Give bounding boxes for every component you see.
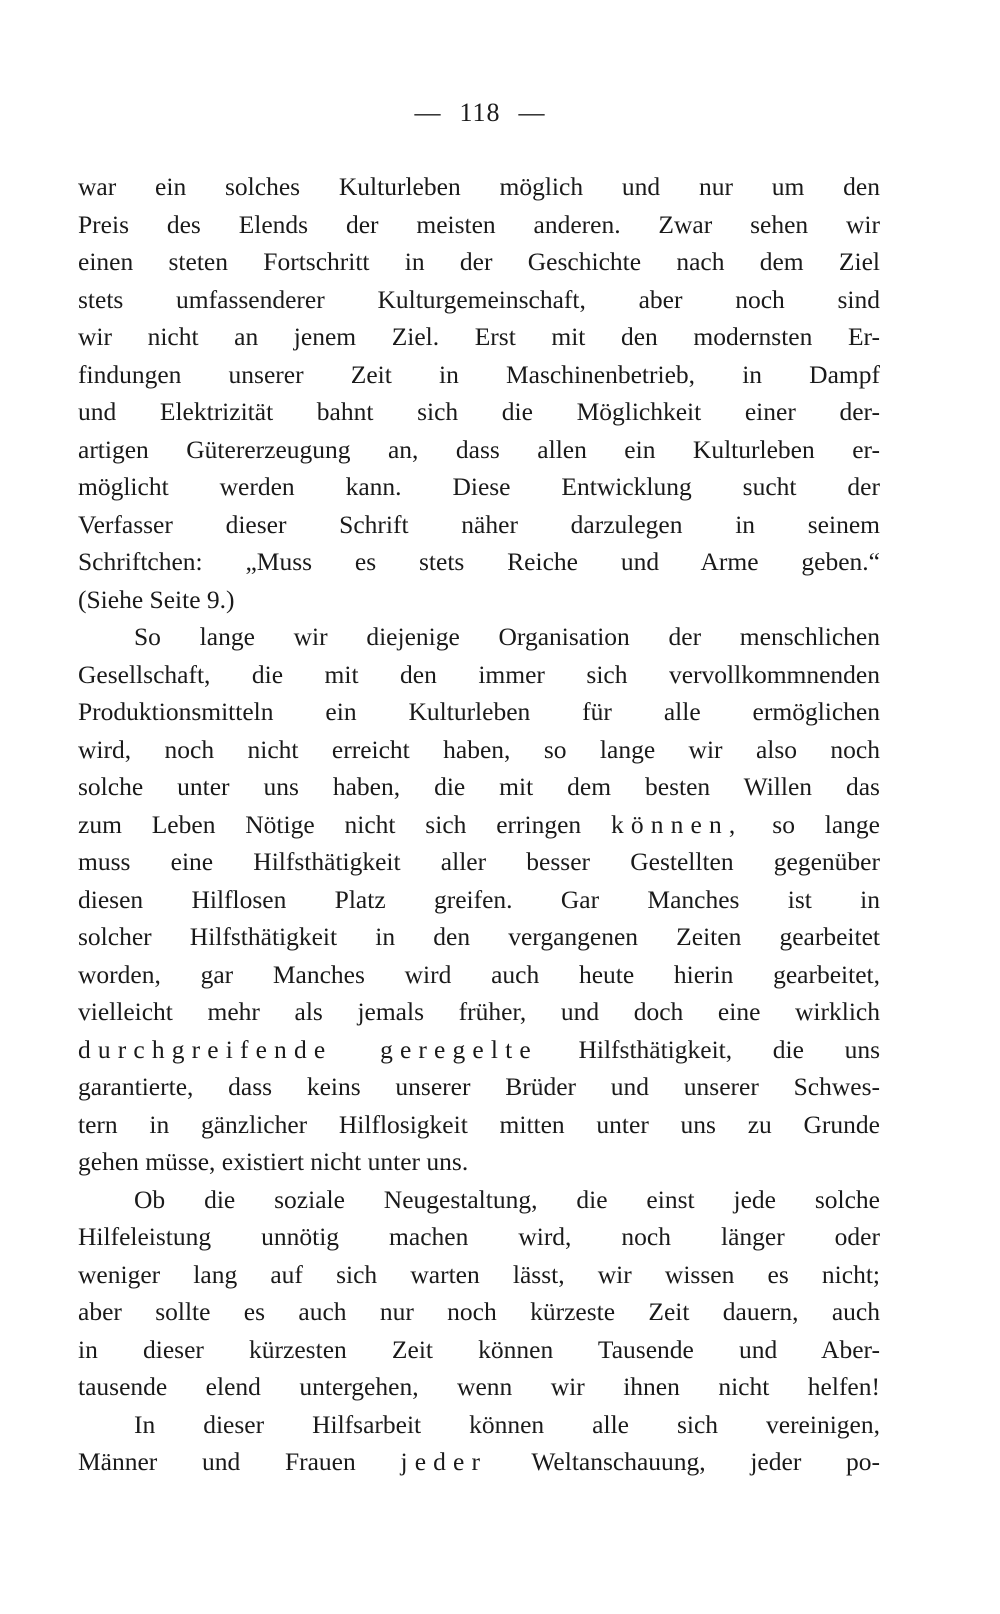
text-line: Preis des Elends der meisten anderen. Zwar sehen wir: [78, 209, 880, 239]
paragraph-start-line: So lange wir diejenige Organisation der menschlichen: [134, 622, 880, 651]
text-line: (Siehe Seite 9.): [78, 584, 235, 614]
body-text: [78, 168, 880, 1481]
text-line: wir nicht an jenem Ziel. Erst mit den modernsten Er-: [78, 322, 880, 351]
text-line: Gesellschaft, die mit den immer sich vervollkommnenden: [78, 659, 880, 689]
emphasized-text: durchgreifende geregelte: [78, 1034, 538, 1064]
text-line: und Elektrizität bahnt sich die Möglichkeit einer der-: [78, 397, 880, 426]
text-line: [78, 1031, 880, 1069]
text-line: weniger lang auf sich warten lässt, wir wissen es nicht;: [78, 1259, 880, 1289]
text-line: in dieser kürzesten Zeit können Tausende und Aber-: [78, 1334, 880, 1364]
paragraph-start-line: Ob die soziale Neugestaltung, die einst jede solche: [134, 1184, 880, 1214]
text-line: tern in gänzlicher Hilflosigkeit mitten unter uns zu Grunde: [78, 1109, 880, 1139]
text-line: aber sollte es auch nur noch kürzeste Zeit dauern, auch: [78, 1297, 880, 1326]
text-segment: Männer und Frauen: [78, 1447, 356, 1476]
text-line: tausende elend untergehen, wenn wir ihnen nicht helfen!: [78, 1372, 880, 1401]
paragraph-start-line: In dieser Hilfsarbeit können alle sich vereinigen,: [134, 1409, 880, 1439]
text-line: artigen Gütererzeugung an, dass allen ein Kulturleben er-: [78, 434, 880, 464]
text-segment: Weltanschauung, jeder po-: [531, 1447, 881, 1476]
text-segment: so lange: [772, 809, 880, 839]
text-line: stets umfassenderer Kulturgemeinschaft, aber noch sind: [78, 284, 880, 314]
text-line: garantierte, dass keins unserer Brüder und unserer Schwes-: [78, 1072, 880, 1101]
emphasized-text: jeder: [400, 1447, 488, 1476]
text-segment: Hilfsthätigkeit, die uns: [578, 1034, 880, 1064]
text-line: muss eine Hilfsthätigkeit aller besser Gestellten gegenüber: [78, 847, 880, 876]
emphasized-text: können,: [611, 809, 743, 839]
text-line: Schriftchen: „Muss es stets Reiche und Arme geben.“: [78, 547, 880, 576]
text-line: [78, 806, 880, 844]
text-line: diesen Hilflosen Platz greifen. Gar Manches ist in: [78, 884, 880, 914]
text-line: Hilfeleistung unnötig machen wird, noch länger oder: [78, 1222, 880, 1251]
text-line: wird, noch nicht erreicht haben, so lange wir also noch: [78, 734, 880, 764]
text-line: möglicht werden kann. Diese Entwicklung sucht der: [78, 472, 880, 501]
page-number: [0, 98, 960, 128]
page-number-dash-left: —: [414, 98, 442, 127]
text-line: einen steten Fortschritt in der Geschichte nach dem Ziel: [78, 247, 880, 276]
page-number-value: 118: [459, 98, 501, 127]
text-line: findungen unserer Zeit in Maschinenbetrieb, in Dampf: [78, 359, 880, 389]
text-line: war ein solches Kulturleben möglich und nur um den: [78, 172, 880, 201]
text-line: Verfasser dieser Schrift näher darzulegen in seinem: [78, 509, 880, 539]
text-line: solche unter uns haben, die mit dem besten Willen das: [78, 772, 880, 801]
text-line: [78, 1443, 880, 1481]
text-line: Produktionsmitteln ein Kulturleben für alle ermöglichen: [78, 697, 880, 726]
text-line: solcher Hilfsthätigkeit in den vergangenen Zeiten gearbeitet: [78, 922, 880, 951]
text-line: gehen müsse, existiert nicht unter uns.: [78, 1147, 469, 1176]
text-line: vielleicht mehr als jemals früher, und doch eine wirklich: [78, 997, 880, 1026]
text-segment: zum Leben Nötige nicht sich erringen: [78, 809, 582, 839]
text-line: worden, gar Manches wird auch heute hierin gearbeitet,: [78, 959, 880, 989]
page-number-dash-right: —: [518, 98, 546, 127]
